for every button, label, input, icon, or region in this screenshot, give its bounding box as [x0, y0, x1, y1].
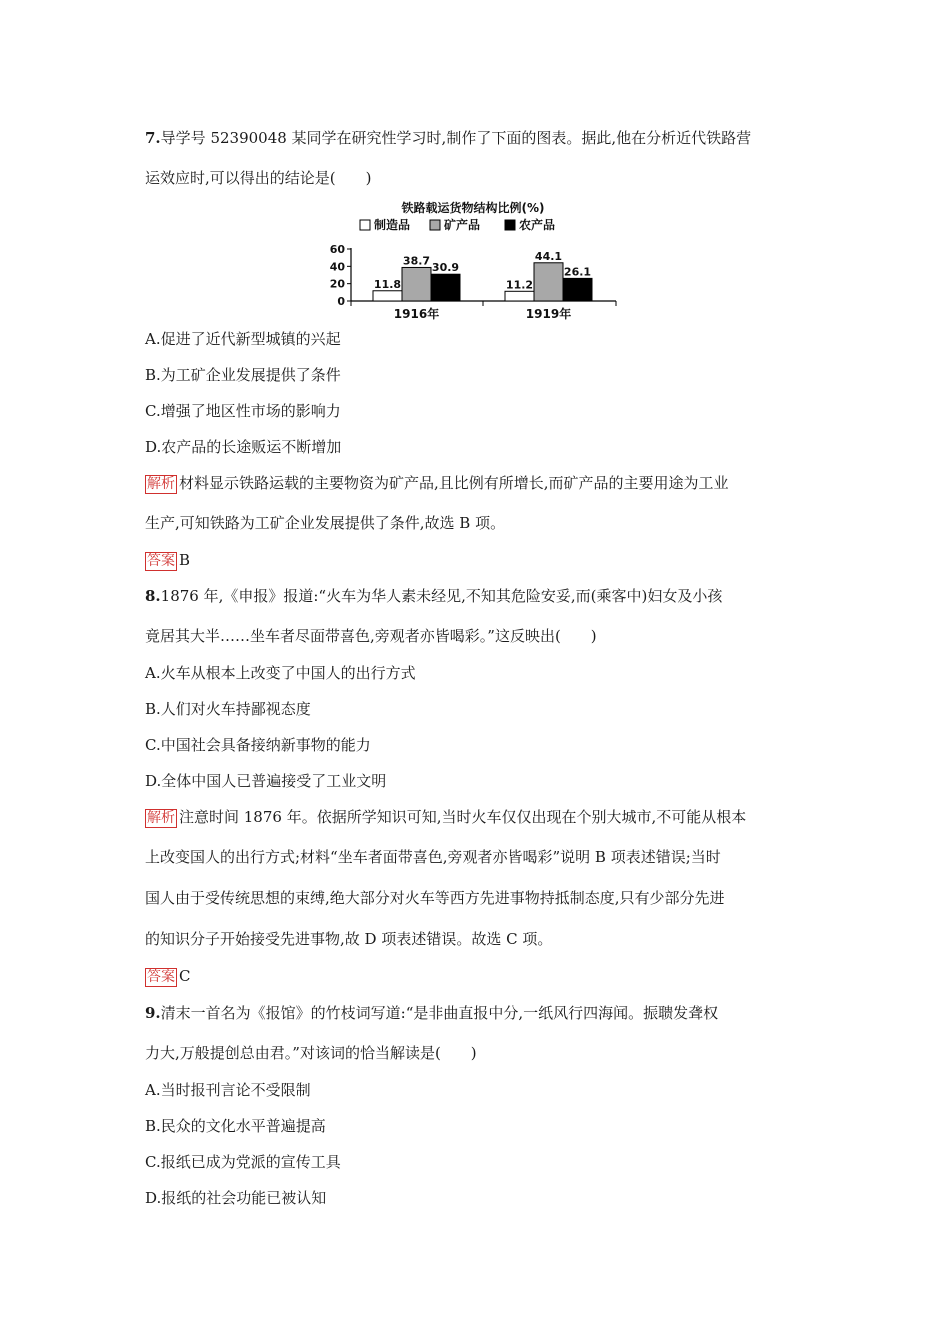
legend-label-3: 农产品: [519, 218, 556, 232]
bar-2-3: [563, 278, 592, 301]
q7-number: 7.: [145, 129, 161, 147]
q9-stem-line2: 力大,万般提创总由君。”对该词的恰当解读是( ): [145, 1044, 477, 1062]
q8-option-a: A.火车从根本上改变了中国人的出行方式: [145, 664, 416, 682]
q7-analysis-line1: [145, 473, 729, 494]
legend-swatch-3: [505, 220, 515, 230]
q9-stem-text1: 清末一首名为《报馆》的竹枝词写道:“是非曲直报中分,一纸风行四海闻。振聩发聋权: [160, 1004, 719, 1022]
data-label-2-3: 26.1: [563, 265, 592, 279]
q9-number: 9.: [145, 1004, 161, 1022]
q8-stem-text1: 1876 年,《申报》报道:“火车为华人素未经见,不知其危险安妥,而(乘客中)妇女及小孩: [160, 587, 723, 605]
q7-answer: B: [179, 551, 191, 569]
q8-stem-line1: [145, 586, 722, 606]
data-label-1-3: 30.9: [431, 261, 460, 275]
q7-stem-line2: 运效应时,可以得出的结论是( ): [145, 169, 372, 187]
q8-answer-tag: 答案: [147, 969, 175, 985]
q9-option-a: A.当时报刊言论不受限制: [145, 1081, 311, 1099]
q8-analysis-line4: 的知识分子开始接受先进事物,故 D 项表述错误。故选 C 项。: [145, 930, 553, 948]
legend-label-1: 制造品: [374, 218, 411, 232]
q8-option-c: C.中国社会具备接纳新事物的能力: [145, 736, 371, 754]
bar-2-1: [505, 291, 534, 301]
q8-analysis-line1: [145, 807, 746, 828]
q7-stem-line1: [145, 128, 751, 148]
y-tick-label-40: 40: [329, 260, 345, 274]
bar-2-2: [534, 263, 563, 301]
chart-title: 铁路载运货物结构比例(%): [401, 201, 545, 215]
q7-option-d: D.农产品的长途贩运不断增加: [145, 438, 342, 456]
y-tick-label-0: 0: [337, 295, 345, 308]
bar-1-2: [402, 267, 431, 301]
data-label-1-2: 38.7: [402, 254, 431, 268]
bar-1-3: [431, 274, 460, 301]
q8-answer: C: [179, 967, 191, 985]
y-tick-label-20: 20: [329, 277, 345, 291]
category-label-2: 1919年: [525, 307, 572, 321]
q8-analysis-tag: 解析: [147, 810, 175, 826]
q7-option-a: A.促进了近代新型城镇的兴起: [145, 330, 341, 348]
q7-analysis-line2: 生产,可知铁路为工矿企业发展提供了条件,故选 B 项。: [145, 514, 506, 532]
chart-legend: [360, 217, 555, 232]
bar-1-1: [373, 291, 402, 301]
q8-answer-line: [145, 966, 190, 987]
category-label-1: 1916年: [393, 307, 440, 321]
q7-answer-line: [145, 550, 190, 571]
q7-answer-tag: 答案: [147, 553, 175, 569]
data-label-2-2: 44.1: [534, 249, 563, 263]
q9-stem-line1: [145, 1003, 718, 1023]
data-label-1-1: 11.8: [373, 277, 402, 291]
q7-analysis-tag: 解析: [147, 476, 175, 492]
y-tick-label-60: 60: [329, 243, 345, 256]
q7-stem-text1: 导学号 52390048 某同学在研究性学习时,制作了下面的图表。据此,他在分析近代铁路营: [160, 129, 752, 147]
q9-option-d: D.报纸的社会功能已被认知: [145, 1189, 327, 1207]
legend-label-2: 矿产品: [444, 218, 481, 232]
q8-analysis-line2: 上改变国人的出行方式;材料“坐车者面带喜色,旁观者亦皆喝彩”说明 B 项表述错误;当时: [145, 848, 721, 866]
legend-swatch-1: [360, 220, 370, 230]
q7-option-c: C.增强了地区性市场的影响力: [145, 402, 341, 420]
q8-number: 8.: [145, 587, 161, 605]
q8-option-d: D.全体中国人已普遍接受了工业文明: [145, 772, 387, 790]
q8-option-b: B.人们对火车持鄙视态度: [145, 700, 311, 718]
q7-analysis-text1: 材料显示铁路运载的主要物资为矿产品,且比例有所增长,而矿产品的主要用途为工业: [179, 474, 729, 492]
q9-option-b: B.民众的文化水平普遍提高: [145, 1117, 326, 1135]
railway-freight-chart: [318, 196, 628, 324]
q8-analysis-line3: 国人由于受传统思想的束缚,绝大部分对火车等西方先进事物持抵制态度,只有少部分先进: [145, 889, 725, 907]
legend-swatch-2: [430, 220, 440, 230]
q9-option-c: C.报纸已成为党派的宣传工具: [145, 1153, 341, 1171]
q7-option-b: B.为工矿企业发展提供了条件: [145, 366, 341, 384]
data-label-2-1: 11.2: [505, 278, 534, 292]
q8-analysis-text1: 注意时间 1876 年。依据所学知识可知,当时火车仅仅出现在个别大城市,不可能从根本: [179, 808, 747, 826]
q8-stem-line2: 竟居其大半……坐车者尽面带喜色,旁观者亦皆喝彩。”这反映出( ): [145, 627, 597, 645]
chart-bars: [373, 250, 592, 321]
